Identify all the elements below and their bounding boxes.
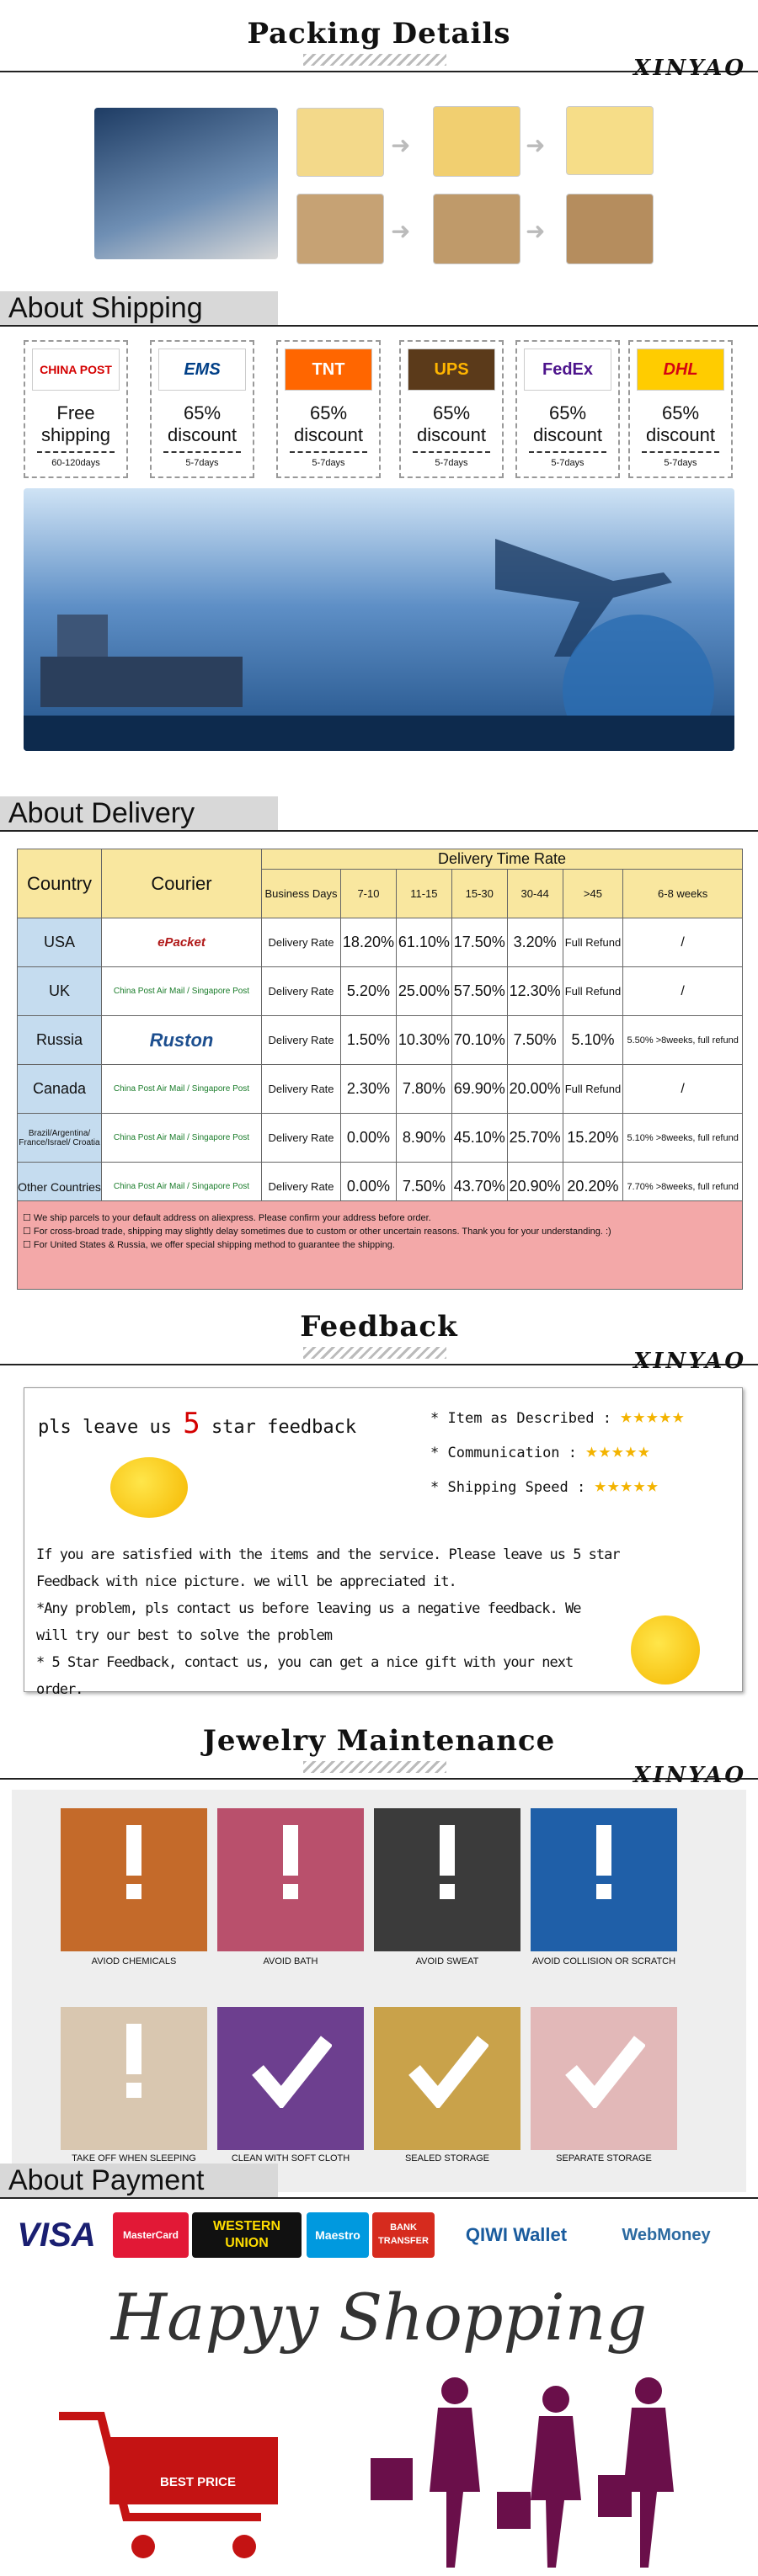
rate-cell: / xyxy=(623,918,743,967)
visa-logo: VISA xyxy=(17,2217,96,2254)
carrier-stamp xyxy=(515,340,620,478)
row-country: UK xyxy=(18,967,102,1016)
title-hatch xyxy=(303,1347,446,1359)
row-label: Delivery Rate xyxy=(262,1065,341,1114)
carrier-line2: discount xyxy=(417,424,486,445)
table-row xyxy=(18,1065,743,1114)
maintenance-section xyxy=(0,1707,758,2164)
feedback-line: will try our best to solve the problem xyxy=(36,1627,332,1644)
criteria-row: * Shipping Speed : ★★★★★ xyxy=(430,1473,659,1497)
feedback-line: If you are satisfied with the items and the service. Please leave us 5 star Feedback with nice picture. we will be appreciated it. xyxy=(36,1546,620,1590)
checkmark-icon xyxy=(408,2032,488,2108)
webmoney-logo: WebMoney xyxy=(622,2226,711,2244)
table-row xyxy=(18,1114,743,1163)
maintenance-caption: AVIOD CHEMICALS xyxy=(91,1956,177,1967)
feedback-card xyxy=(24,1387,743,1698)
maintenance-caption: AVOID BATH xyxy=(263,1956,318,1967)
dhl-logo: DHL xyxy=(637,349,724,391)
checkmark-icon xyxy=(251,2032,332,2108)
header-business-days: Business Days xyxy=(262,870,341,918)
brand-logo: XINYAO xyxy=(633,1763,746,1788)
carrier-line1: Free xyxy=(56,402,95,423)
courier-logo: China Post Air Mail / Singapore Post xyxy=(102,1163,262,1211)
feedback-text xyxy=(36,1541,626,1703)
maintenance-caption: SEPARATE STORAGE xyxy=(556,2153,652,2164)
carrier-line2: discount xyxy=(168,424,237,445)
col-header: 30-44 xyxy=(507,870,563,918)
carrier-line2: discount xyxy=(646,424,715,445)
criteria-row: * Communication : ★★★★★ xyxy=(430,1439,651,1462)
maintenance-caption: SEALED STORAGE xyxy=(404,2153,490,2164)
maintenance-caption: AVOID COLLISION OR SCRATCH xyxy=(531,1956,676,1967)
carrier-line2: shipping xyxy=(41,424,110,445)
courier-logo: China Post Air Mail / Singapore Post xyxy=(102,1065,262,1114)
header-country: Country xyxy=(18,849,102,918)
pack-step-bubble xyxy=(433,106,520,177)
pack-step-box-open xyxy=(296,194,384,264)
rate-cell: 7.80% xyxy=(396,1065,451,1114)
col-header: 11-15 xyxy=(396,870,451,918)
arrow-icon: ➜ xyxy=(391,132,411,158)
rate-cell: / xyxy=(623,967,743,1016)
shipping-section xyxy=(0,291,758,468)
rate-cell: 0.00% xyxy=(341,1114,397,1163)
delivery-section xyxy=(0,796,758,1250)
table-row xyxy=(18,967,743,1016)
delivery-table-wrap xyxy=(0,849,758,1253)
payment-title: About Payment xyxy=(0,2164,278,2197)
rate-cell: 15.20% xyxy=(563,1114,623,1163)
rate-cell: 61.10% xyxy=(396,918,451,967)
maintenance-tile xyxy=(217,1808,364,1951)
rate-cell: Full Refund xyxy=(563,1065,623,1114)
courier-logo: ePacket xyxy=(102,918,262,967)
maintenance-title: Jewelry Maintenance xyxy=(202,1724,556,1758)
carrier-line1: 65% xyxy=(661,402,700,423)
section-rule xyxy=(0,830,758,832)
row-label: Delivery Rate xyxy=(262,1114,341,1163)
tnt-logo: TNT xyxy=(285,349,372,391)
row-country: Canada xyxy=(18,1065,102,1114)
rate-cell: 8.90% xyxy=(396,1114,451,1163)
delivery-table xyxy=(17,849,743,1211)
col-header: 15-30 xyxy=(451,870,507,918)
rate-cell: 7.50% xyxy=(396,1163,451,1211)
feedback-line: *Any problem, pls contact us before leaving us a negative feedback. We xyxy=(36,1600,581,1617)
carrier-days: 60-120days xyxy=(51,458,100,468)
shopping-women-silhouettes-icon xyxy=(354,2374,707,2568)
shipping-banner-image xyxy=(24,488,734,751)
maintenance-tile xyxy=(374,1808,520,1951)
stamp-dash xyxy=(642,451,719,453)
rate-cell: 45.10% xyxy=(451,1114,507,1163)
maestro-logo: Maestro xyxy=(307,2212,369,2258)
feedback-headline: pls leave us 5 star feedback xyxy=(38,1407,357,1440)
note-item: ☐ For cross-broad trade, shipping may slightly delay sometimes due to custom or other uncertain reasons. Thank you for your understanding. :) xyxy=(23,1227,611,1237)
title-hatch xyxy=(303,54,446,66)
packing-title: Packing Details xyxy=(247,17,511,51)
five-stars-icon: ★★★★★ xyxy=(594,1473,659,1497)
stamp-dash xyxy=(413,451,490,453)
carrier-stamps xyxy=(0,340,758,483)
arrow-icon: ➜ xyxy=(526,132,546,158)
maintenance-tile xyxy=(374,2007,520,2150)
carrier-days: 5-7days xyxy=(185,458,219,468)
criteria-list xyxy=(430,1400,685,1504)
checkmark-icon xyxy=(564,2032,645,2108)
maintenance-tile xyxy=(217,2007,364,2150)
exclamation-icon xyxy=(435,1825,460,1901)
payment-logos xyxy=(0,2212,758,2259)
rate-cell: 18.20% xyxy=(341,918,397,967)
feedback-title: Feedback xyxy=(300,1310,458,1344)
row-country: Russia xyxy=(18,1016,102,1065)
row-label: Delivery Rate xyxy=(262,967,341,1016)
maintenance-tile xyxy=(531,2007,677,2150)
rate-cell: 5.10% >8weeks, full refund xyxy=(623,1114,743,1163)
stamp-dash xyxy=(290,451,367,453)
col-header: 7-10 xyxy=(341,870,397,918)
rate-cell: 2.30% xyxy=(341,1065,397,1114)
header-courier: Courier xyxy=(102,849,262,918)
airplane-ship-globe-icon xyxy=(24,488,734,751)
carrier-line1: 65% xyxy=(548,402,587,423)
ups-logo: UPS xyxy=(408,349,495,391)
carrier-days: 5-7days xyxy=(551,458,585,468)
feedback-section xyxy=(0,1293,758,1698)
western-union-logo: WESTERN UNION xyxy=(192,2212,302,2258)
table-row xyxy=(18,918,743,967)
maintenance-caption: CLEAN WITH SOFT CLOTH xyxy=(231,2153,350,2164)
header-rate: Delivery Time Rate xyxy=(262,849,743,870)
victory-smiley-icon xyxy=(631,1615,700,1685)
carrier-stamp xyxy=(24,340,128,478)
row-country: Brazil/Argentina/ France/Israel/ Croatia xyxy=(18,1114,102,1163)
rate-cell: 0.00% xyxy=(341,1163,397,1211)
carrier-days: 5-7days xyxy=(312,458,345,468)
rate-cell: Full Refund xyxy=(563,967,623,1016)
exclamation-icon xyxy=(591,1825,617,1901)
rate-cell: 7.50% xyxy=(507,1016,563,1065)
best-price-label: BEST PRICE xyxy=(159,2475,236,2489)
note-item: ☐ We ship parcels to your default address on aliexpress. Please confirm your address before order. xyxy=(23,1213,431,1223)
maintenance-tile xyxy=(61,2007,207,2150)
packing-worker-photo xyxy=(94,108,278,259)
rate-cell: 5.20% xyxy=(341,967,397,1016)
row-country: USA xyxy=(18,918,102,967)
mastercard-logo: MasterCard xyxy=(113,2212,189,2258)
five-stars-icon: ★★★★★ xyxy=(620,1404,686,1428)
closing-section xyxy=(0,2273,758,2576)
title-hatch xyxy=(303,1761,446,1773)
rate-cell: 12.30% xyxy=(507,967,563,1016)
pack-step-sealed xyxy=(566,106,654,175)
star-count: 5 xyxy=(183,1407,200,1440)
row-label: Delivery Rate xyxy=(262,918,341,967)
carrier-stamp xyxy=(150,340,254,478)
exclamation-icon xyxy=(278,1825,303,1901)
arrow-icon: ➜ xyxy=(391,218,411,244)
rate-cell: 5.50% >8weeks, full refund xyxy=(623,1016,743,1065)
carrier-stamp xyxy=(399,340,504,478)
rate-cell: 25.00% xyxy=(396,967,451,1016)
section-rule xyxy=(0,2197,758,2199)
carrier-days: 5-7days xyxy=(664,458,697,468)
maintenance-tile xyxy=(531,1808,677,1951)
pack-step-box-closed xyxy=(566,194,654,264)
courier-logo: China Post Air Mail / Singapore Post xyxy=(102,967,262,1016)
fedex-logo: FedEx xyxy=(524,349,611,391)
rate-cell: 1.50% xyxy=(341,1016,397,1065)
rate-cell: 10.30% xyxy=(396,1016,451,1065)
courier-logo: China Post Air Mail / Singapore Post xyxy=(102,1114,262,1163)
row-label: Delivery Rate xyxy=(262,1016,341,1065)
packing-section xyxy=(0,0,758,244)
maintenance-caption: AVOID SWEAT xyxy=(415,1956,479,1967)
carrier-stamp xyxy=(628,340,733,478)
table-row xyxy=(18,1016,743,1065)
carrier-line2: discount xyxy=(294,424,363,445)
stamp-dash xyxy=(37,451,115,453)
maintenance-caption: TAKE OFF WHEN SLEEPING xyxy=(72,2153,196,2164)
carrier-line2: discount xyxy=(533,424,602,445)
rate-cell: 7.70% >8weeks, full refund xyxy=(623,1163,743,1211)
rate-cell: 20.00% xyxy=(507,1065,563,1114)
criteria-row: * Item as Described : ★★★★★ xyxy=(430,1404,686,1428)
pack-step-box-filled xyxy=(433,194,520,264)
maintenance-grid xyxy=(12,1790,746,2192)
ems-logo: EMS xyxy=(158,349,246,391)
qiwi-wallet-logo: QIWI Wallet xyxy=(465,2224,568,2245)
row-label: Delivery Rate xyxy=(262,1163,341,1211)
rate-cell: 57.50% xyxy=(451,967,507,1016)
rate-cell: 70.10% xyxy=(451,1016,507,1065)
courier-logo: Ruston xyxy=(102,1016,262,1065)
rate-cell: 20.20% xyxy=(563,1163,623,1211)
shipping-title: About Shipping xyxy=(0,291,278,325)
rate-cell: 5.10% xyxy=(563,1016,623,1065)
feedback-line: * 5 Star Feedback, contact us, you can get a nice gift with your next order. xyxy=(36,1654,574,1698)
note-item: ☐ For United States & Russia, we offer special shipping method to guarantee the shipping. xyxy=(23,1240,395,1250)
rate-cell: 25.70% xyxy=(507,1114,563,1163)
row-country: Other Countries xyxy=(18,1163,102,1211)
section-rule xyxy=(0,325,758,327)
rate-cell: Full Refund xyxy=(563,918,623,967)
happy-shopping-heading: Hapyy Shopping xyxy=(110,2280,648,2355)
stamp-dash xyxy=(529,451,606,453)
china-post-logo: CHINA POST xyxy=(32,349,120,391)
carrier-stamp xyxy=(276,340,381,478)
carrier-line1: 65% xyxy=(309,402,348,423)
rate-cell: / xyxy=(623,1065,743,1114)
carrier-line1: 65% xyxy=(183,402,222,423)
carrier-days: 5-7days xyxy=(435,458,468,468)
col-header: 6-8 weeks xyxy=(623,870,743,918)
carrier-line1: 65% xyxy=(432,402,471,423)
brand-logo: XINYAO xyxy=(633,1349,746,1374)
rate-cell: 17.50% xyxy=(451,918,507,967)
stamp-dash xyxy=(163,451,241,453)
smiley-icon xyxy=(110,1457,188,1518)
exclamation-icon xyxy=(121,2024,147,2100)
rate-cell: 20.90% xyxy=(507,1163,563,1211)
payment-section xyxy=(0,2164,758,2254)
delivery-title: About Delivery xyxy=(0,796,278,830)
col-header: >45 xyxy=(563,870,623,918)
rate-cell: 69.90% xyxy=(451,1065,507,1114)
pack-step-envelope xyxy=(296,108,384,177)
rate-cell: 3.20% xyxy=(507,918,563,967)
maintenance-tile xyxy=(61,1808,207,1951)
rate-cell: 43.70% xyxy=(451,1163,507,1211)
exclamation-icon xyxy=(121,1825,147,1901)
five-stars-icon: ★★★★★ xyxy=(585,1439,651,1462)
arrow-icon: ➜ xyxy=(526,218,546,244)
delivery-notes xyxy=(17,1200,743,1290)
brand-logo: XINYAO xyxy=(633,56,746,81)
bank-transfer-logo: BANK TRANSFER xyxy=(372,2212,435,2258)
